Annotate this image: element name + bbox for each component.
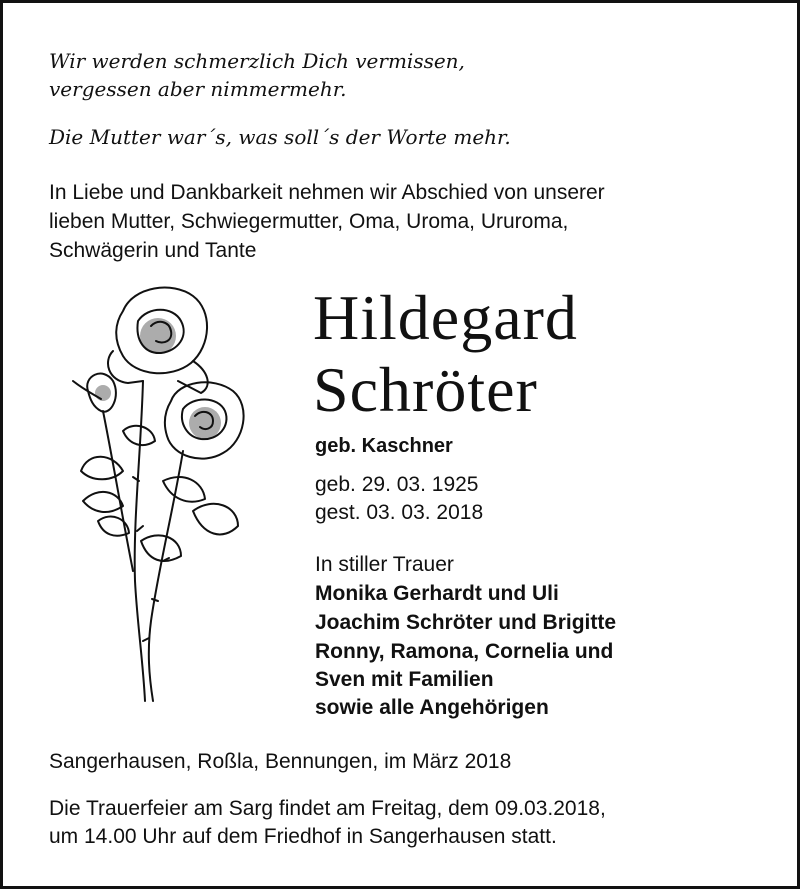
deceased-last-name: Schröter (313, 354, 538, 425)
intro-line-2: lieben Mutter, Schwiegermutter, Oma, Uroma, Ururoma, (49, 210, 569, 233)
mourner-line: sowie alle Angehörigen (315, 696, 549, 719)
poem-line-1: Wir werden schmerzlich Dich vermissen, (49, 49, 465, 73)
poem-line-3: Die Mutter war´s, was soll´s der Worte mehr. (49, 125, 511, 149)
deceased-first-name: Hildegard (313, 282, 578, 353)
intro-line-1: In Liebe und Dankbarkeit nehmen wir Abschied von unserer (49, 181, 605, 204)
birth-name: geb. Kaschner (315, 435, 453, 457)
place-and-date: Sangerhausen, Roßla, Bennungen, im März 2018 (49, 750, 512, 773)
funeral-info-line-1: Die Trauerfeier am Sarg findet am Freitag, dem 09.03.2018, (49, 797, 606, 820)
death-date: gest. 03. 03. 2018 (315, 501, 484, 524)
funeral-info-line-2: um 14.00 Uhr auf dem Friedhof in Sangerhausen statt. (49, 825, 557, 848)
mourner-line: Monika Gerhardt und Uli (315, 582, 559, 605)
mourner-line: Ronny, Ramona, Cornelia und (315, 640, 614, 663)
poem-line-2: vergessen aber nimmermehr. (49, 77, 347, 101)
mourner-line: Joachim Schröter und Brigitte (315, 611, 617, 634)
intro-line-3: Schwägerin und Tante (49, 239, 257, 262)
mourning-label: In stiller Trauer (315, 553, 454, 576)
mourner-line: Sven mit Familien (315, 668, 494, 691)
roses-icon (63, 281, 253, 711)
birth-date: geb. 29. 03. 1925 (315, 473, 479, 496)
